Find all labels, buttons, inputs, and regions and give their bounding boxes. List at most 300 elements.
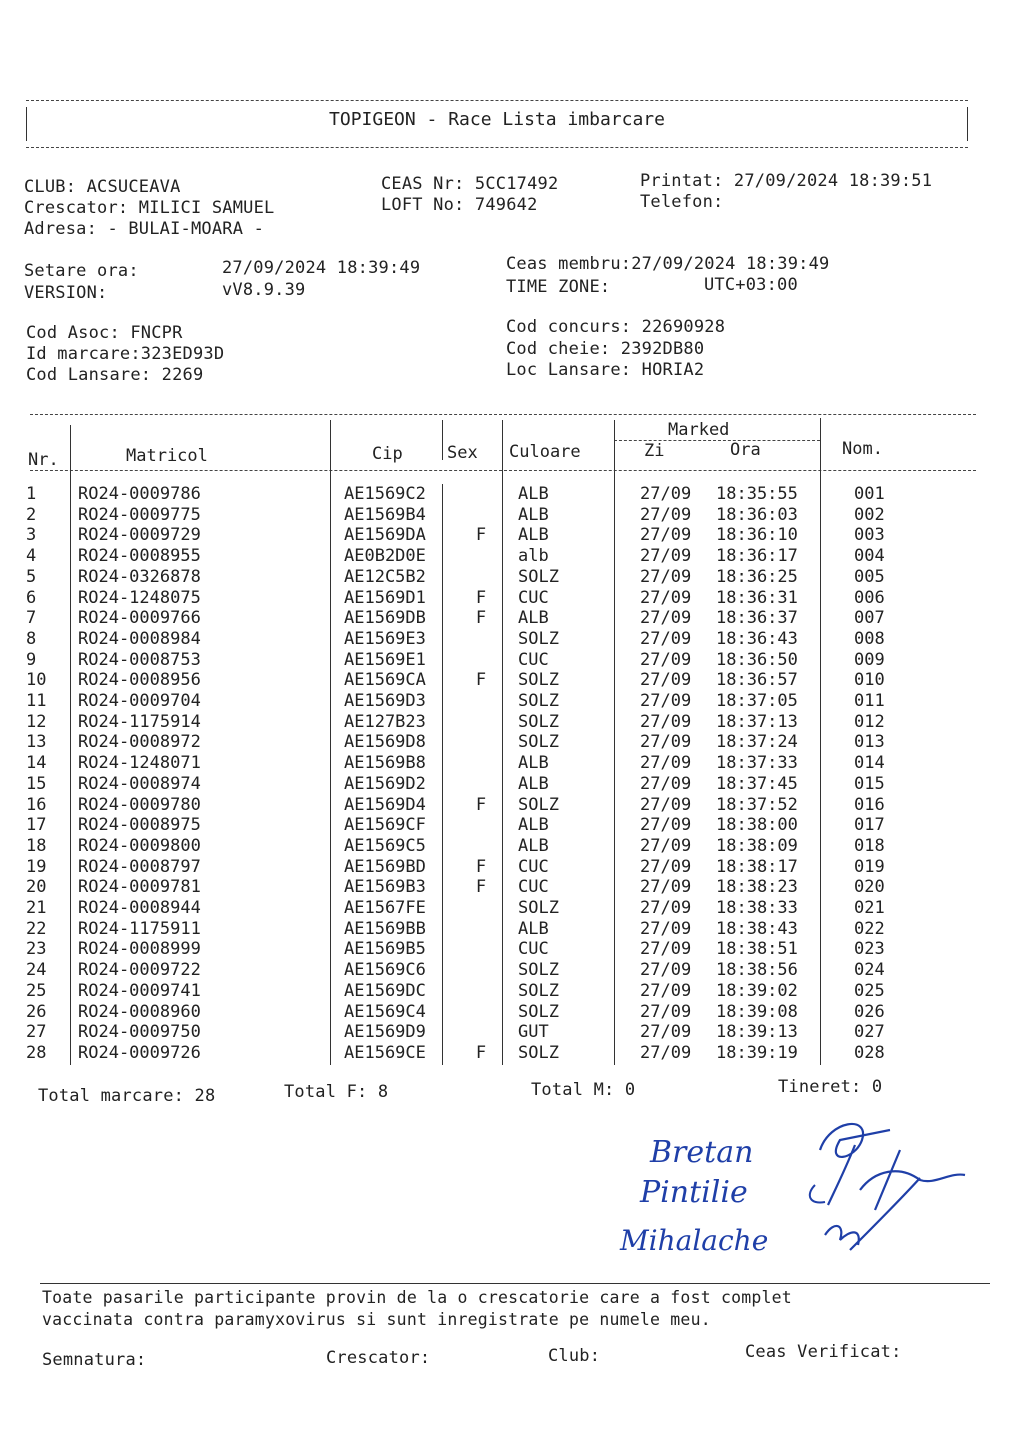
row-sex: [452, 753, 510, 774]
cod-concurs: Cod concurs: 22690928: [506, 317, 726, 337]
row-nr: 12: [26, 711, 47, 732]
signature-name-3: Mihalache: [620, 1224, 769, 1257]
row-sex: [452, 939, 510, 960]
row-zi: 27/09: [640, 566, 692, 587]
row-zi: 27/09: [640, 1022, 692, 1043]
table-row: [26, 525, 934, 546]
cod-asoc: Cod Asoc: FNCPR: [26, 323, 183, 343]
row-culoare: CUC: [518, 649, 549, 670]
row-ora: 18:37:45: [716, 773, 798, 794]
row-cip: AE1569BB: [344, 918, 426, 939]
table-row: [26, 753, 934, 774]
row-zi: 27/09: [640, 587, 692, 608]
row-ora: 18:36:10: [716, 525, 798, 546]
row-culoare: GUT: [518, 1022, 549, 1043]
row-sex: [452, 1022, 510, 1043]
row-nom: 011: [854, 691, 885, 712]
row-nom: 024: [854, 960, 885, 981]
row-nom: 003: [854, 525, 885, 546]
row-nom: 012: [854, 711, 885, 732]
col-header-ora: Ora: [730, 440, 761, 460]
row-cip: AE1569CE: [344, 1042, 426, 1063]
row-ora: 18:38:51: [716, 939, 798, 960]
col-header-culoare: Culoare: [509, 442, 581, 462]
row-cip: AE1569D1: [344, 587, 426, 608]
row-nr: 6: [26, 587, 37, 608]
row-nom: 019: [854, 856, 885, 877]
table-row: [26, 939, 934, 960]
row-matricol: RO24-0009729: [78, 525, 201, 546]
row-zi: 27/09: [640, 1042, 692, 1063]
col-header-matricol: Matricol: [126, 446, 208, 466]
total-m: Total M: 0: [531, 1080, 636, 1100]
row-sex: [452, 691, 510, 712]
row-nom: 017: [854, 815, 885, 836]
row-cip: AE127B23: [344, 711, 426, 732]
row-cip: AE1569B3: [344, 877, 426, 898]
row-sex: F: [475, 1042, 487, 1063]
row-ora: 18:38:00: [716, 815, 798, 836]
row-culoare: ALB: [518, 525, 549, 546]
row-nom: 028: [854, 1042, 885, 1063]
cod-lansare: Cod Lansare: 2269: [26, 365, 204, 385]
row-nr: 28: [26, 1042, 47, 1063]
row-sex: [452, 732, 510, 753]
row-matricol: RO24-0008972: [78, 732, 201, 753]
row-matricol: RO24-0009780: [78, 794, 201, 815]
row-culoare: SOLZ: [518, 566, 559, 587]
row-matricol: RO24-0009786: [78, 484, 201, 504]
row-cip: AE1569D8: [344, 732, 426, 753]
row-cip: AE1569D9: [344, 1022, 426, 1043]
row-culoare: CUC: [518, 856, 549, 877]
row-matricol: RO24-0009704: [78, 691, 201, 712]
row-culoare: alb: [518, 546, 549, 567]
row-matricol: RO24-0008974: [78, 773, 201, 794]
row-nr: 20: [26, 877, 47, 898]
col-header-zi: Zi: [644, 441, 665, 461]
table-row: [26, 1002, 934, 1023]
row-zi: 27/09: [640, 670, 692, 691]
time-zone-label: TIME ZONE:: [506, 277, 611, 297]
col-header-marked: Marked: [668, 420, 730, 440]
title-box: [26, 100, 968, 148]
row-nom: 015: [854, 773, 885, 794]
row-sex: [452, 567, 510, 588]
row-ora: 18:36:31: [716, 587, 798, 608]
row-sex: [452, 774, 510, 795]
row-matricol: RO24-1248075: [78, 587, 201, 608]
ceas-nr: CEAS Nr: 5CC17492: [381, 174, 559, 194]
table-row: [26, 795, 934, 816]
signature-scribble-1: [820, 1124, 890, 1205]
row-nr: 15: [26, 773, 47, 794]
row-nom: 025: [854, 980, 885, 1001]
row-nr: 1: [26, 484, 37, 504]
row-culoare: SOLZ: [518, 960, 559, 981]
row-nom: 007: [854, 608, 885, 629]
row-nr: 26: [26, 1001, 47, 1022]
row-sex: [452, 1002, 510, 1023]
row-sex: [452, 484, 510, 505]
row-matricol: RO24-0008984: [78, 628, 201, 649]
row-cip: AE1569C4: [344, 1001, 426, 1022]
table-row: [26, 774, 934, 795]
row-cip: AE1569C2: [344, 484, 426, 504]
row-culoare: ALB: [518, 608, 549, 629]
row-nom: 020: [854, 877, 885, 898]
row-ora: 18:36:43: [716, 628, 798, 649]
row-nom: 016: [854, 794, 885, 815]
row-culoare: SOLZ: [518, 711, 559, 732]
row-nr: 17: [26, 815, 47, 836]
row-sex: [452, 981, 510, 1002]
row-nom: 009: [854, 649, 885, 670]
signature-scribble-2: [860, 1150, 965, 1210]
row-ora: 18:39:08: [716, 1001, 798, 1022]
row-cip: AE1569E1: [344, 649, 426, 670]
tineret: Tineret: 0: [778, 1077, 883, 1097]
row-nom: 014: [854, 753, 885, 774]
row-culoare: SOLZ: [518, 628, 559, 649]
row-culoare: ALB: [518, 753, 549, 774]
row-nr: 9: [26, 649, 37, 670]
row-zi: 27/09: [640, 835, 692, 856]
row-culoare: ALB: [518, 484, 549, 504]
row-cip: AE1569C5: [344, 835, 426, 856]
row-zi: 27/09: [640, 525, 692, 546]
row-ora: 18:38:43: [716, 918, 798, 939]
row-ora: 18:37:05: [716, 691, 798, 712]
club-label: CLUB: ACSUCEAVA: [24, 177, 181, 197]
row-nom: 013: [854, 732, 885, 753]
row-cip: AE0B2D0E: [344, 546, 426, 567]
row-ora: 18:37:24: [716, 732, 798, 753]
row-cip: AE1569B8: [344, 753, 426, 774]
table-header-rule: [30, 470, 976, 471]
club-signature-label: Club:: [548, 1346, 601, 1366]
row-nr: 11: [26, 691, 47, 712]
row-sex: [452, 650, 510, 671]
col-header-nr: Nr.: [28, 450, 59, 470]
table-row: [26, 857, 934, 878]
row-zi: 27/09: [640, 877, 692, 898]
table-row: [26, 836, 934, 857]
row-culoare: ALB: [518, 815, 549, 836]
telefon: Telefon:: [640, 192, 724, 212]
row-ora: 18:37:13: [716, 711, 798, 732]
row-matricol: RO24-0009741: [78, 980, 201, 1001]
row-zi: 27/09: [640, 504, 692, 525]
ceas-verificat-label: Ceas Verificat:: [745, 1342, 902, 1362]
row-matricol: RO24-0008999: [78, 939, 201, 960]
row-ora: 18:39:02: [716, 980, 798, 1001]
version-value: vV8.9.39: [222, 280, 306, 300]
row-zi: 27/09: [640, 753, 692, 774]
row-cip: AE1569B5: [344, 939, 426, 960]
row-matricol: RO24-1175911: [78, 918, 201, 939]
row-zi: 27/09: [640, 773, 692, 794]
table-top-rule: [30, 414, 976, 415]
row-cip: AE1569CF: [344, 815, 426, 836]
table-row: [26, 608, 934, 629]
row-matricol: RO24-0009775: [78, 504, 201, 525]
row-nr: 19: [26, 856, 47, 877]
row-nom: 008: [854, 628, 885, 649]
row-sex: [452, 815, 510, 836]
table-row: [26, 588, 934, 609]
row-zi: 27/09: [640, 918, 692, 939]
signatures-svg: [600, 1110, 980, 1280]
row-nr: 8: [26, 628, 37, 649]
row-zi: 27/09: [640, 649, 692, 670]
table-row: [26, 505, 934, 526]
row-cip: AE1569DA: [344, 525, 426, 546]
total-f: Total F: 8: [284, 1082, 389, 1102]
row-nr: 21: [26, 898, 47, 919]
signature-scribble-3: [810, 1185, 825, 1203]
row-nom: 004: [854, 546, 885, 567]
row-matricol: RO24-0008753: [78, 649, 201, 670]
table-row: [26, 484, 934, 505]
row-ora: 18:38:23: [716, 877, 798, 898]
row-sex: F: [475, 856, 487, 877]
row-matricol: RO24-0009800: [78, 835, 201, 856]
page-title: TOPIGEON - Race Lista imbarcare: [329, 109, 665, 130]
row-nr: 5: [26, 566, 37, 587]
row-cip: AE1569BD: [344, 856, 426, 877]
row-culoare: SOLZ: [518, 980, 559, 1001]
row-ora: 18:39:13: [716, 1022, 798, 1043]
table-row: [26, 1022, 934, 1043]
table-row: [26, 650, 934, 671]
row-zi: 27/09: [640, 628, 692, 649]
col-header-nom: Nom.: [842, 439, 883, 459]
row-cip: AE1569DC: [344, 980, 426, 1001]
row-matricol: RO24-0009781: [78, 877, 201, 898]
row-culoare: CUC: [518, 587, 549, 608]
signature-scribble-4: [825, 1178, 920, 1250]
row-cip: AE1569CA: [344, 670, 426, 691]
row-sex: [452, 505, 510, 526]
row-ora: 18:36:37: [716, 608, 798, 629]
table-row: [26, 898, 934, 919]
row-zi: 27/09: [640, 608, 692, 629]
row-ora: 18:36:50: [716, 649, 798, 670]
row-matricol: RO24-0009722: [78, 960, 201, 981]
table-row: [26, 629, 934, 650]
table-row: [26, 546, 934, 567]
row-sex: F: [475, 587, 487, 608]
row-nom: 021: [854, 898, 885, 919]
row-cip: AE1569D4: [344, 794, 426, 815]
table-row: [26, 691, 934, 712]
id-marcare: Id marcare:323ED93D: [26, 344, 225, 364]
row-nom: 005: [854, 566, 885, 587]
row-sex: [452, 919, 510, 940]
row-nom: 006: [854, 587, 885, 608]
row-ora: 18:36:57: [716, 670, 798, 691]
row-culoare: SOLZ: [518, 1001, 559, 1022]
footer-rule: [40, 1283, 990, 1284]
row-matricol: RO24-0008956: [78, 670, 201, 691]
col-header-cip: Cip: [372, 444, 403, 464]
row-nr: 13: [26, 732, 47, 753]
row-cip: AE1569B4: [344, 504, 426, 525]
row-ora: 18:38:33: [716, 898, 798, 919]
table-row: [26, 981, 934, 1002]
table-row: [26, 732, 934, 753]
row-nr: 27: [26, 1022, 47, 1043]
row-culoare: ALB: [518, 773, 549, 794]
row-matricol: RO24-1175914: [78, 711, 201, 732]
row-culoare: SOLZ: [518, 898, 559, 919]
table-row: [26, 815, 934, 836]
pigeon-table: [26, 484, 934, 1064]
row-culoare: SOLZ: [518, 732, 559, 753]
col-sep-cip: [442, 420, 443, 460]
row-matricol: RO24-0009750: [78, 1022, 201, 1043]
row-matricol: RO24-0008955: [78, 546, 201, 567]
ceas-membru: Ceas membru:27/09/2024 18:39:49: [506, 254, 830, 274]
row-culoare: ALB: [518, 504, 549, 525]
row-zi: 27/09: [640, 1001, 692, 1022]
row-matricol: RO24-0008944: [78, 898, 201, 919]
time-zone-value: UTC+03:00: [704, 275, 798, 295]
row-ora: 18:39:19: [716, 1042, 798, 1063]
row-matricol: RO24-0008797: [78, 856, 201, 877]
row-zi: 27/09: [640, 898, 692, 919]
row-nom: 010: [854, 670, 885, 691]
setare-ora-value: 27/09/2024 18:39:49: [222, 258, 421, 278]
row-cip: AE12C5B2: [344, 566, 426, 587]
row-nr: 2: [26, 504, 37, 525]
adresa-label: Adresa: - BULAI-MOARA -: [24, 219, 265, 239]
row-zi: 27/09: [640, 960, 692, 981]
row-nr: 3: [26, 525, 37, 546]
cod-cheie: Cod cheie: 2392DB80: [506, 339, 705, 359]
row-sex: [452, 629, 510, 650]
row-zi: 27/09: [640, 691, 692, 712]
row-nom: 002: [854, 504, 885, 525]
row-cip: AE1567FE: [344, 898, 426, 919]
row-culoare: SOLZ: [518, 670, 559, 691]
row-zi: 27/09: [640, 980, 692, 1001]
row-sex: [452, 712, 510, 733]
row-nr: 22: [26, 918, 47, 939]
semnatura-label: Semnatura:: [42, 1350, 147, 1370]
row-zi: 27/09: [640, 815, 692, 836]
row-matricol: RO24-0326878: [78, 566, 201, 587]
row-sex: [452, 898, 510, 919]
row-cip: AE1569D3: [344, 691, 426, 712]
row-culoare: CUC: [518, 877, 549, 898]
row-zi: 27/09: [640, 939, 692, 960]
row-matricol: RO24-0008960: [78, 1001, 201, 1022]
row-culoare: SOLZ: [518, 691, 559, 712]
row-matricol: RO24-0008975: [78, 815, 201, 836]
loft-no: LOFT No: 749642: [381, 195, 538, 215]
row-sex: F: [475, 794, 487, 815]
row-nr: 14: [26, 753, 47, 774]
row-zi: 27/09: [640, 794, 692, 815]
statement-line-1: Toate pasarile participante provin de la o crescatorie care a fost complet: [42, 1288, 792, 1307]
row-sex: F: [475, 670, 487, 691]
row-ora: 18:38:17: [716, 856, 798, 877]
row-ora: 18:36:17: [716, 546, 798, 567]
crescator-label: Crescator: MILICI SAMUEL: [24, 198, 275, 218]
row-culoare: CUC: [518, 939, 549, 960]
row-culoare: SOLZ: [518, 1042, 559, 1063]
row-zi: 27/09: [640, 546, 692, 567]
version-label: VERSION:: [24, 283, 108, 303]
signature-name-1: Bretan: [650, 1135, 754, 1170]
row-nom: 027: [854, 1022, 885, 1043]
setare-ora-label: Setare ora:: [24, 261, 139, 281]
row-matricol: RO24-0009726: [78, 1042, 201, 1063]
row-sex: [452, 836, 510, 857]
loc-lansare: Loc Lansare: HORIA2: [506, 360, 705, 380]
row-nr: 23: [26, 939, 47, 960]
row-nr: 7: [26, 608, 37, 629]
row-zi: 27/09: [640, 484, 692, 504]
row-nr: 10: [26, 670, 47, 691]
table-row: [26, 1043, 934, 1064]
printat: Printat: 27/09/2024 18:39:51: [640, 171, 933, 191]
row-cip: AE1569D2: [344, 773, 426, 794]
row-matricol: RO24-1248071: [78, 753, 201, 774]
row-ora: 18:35:55: [716, 484, 798, 504]
col-header-sex: Sex: [447, 443, 478, 463]
row-matricol: RO24-0009766: [78, 608, 201, 629]
table-row: [26, 670, 934, 691]
row-nr: 4: [26, 546, 37, 567]
crescator-signature-label: Crescator:: [326, 1348, 431, 1368]
table-row: [26, 877, 934, 898]
row-zi: 27/09: [640, 711, 692, 732]
row-culoare: ALB: [518, 835, 549, 856]
row-nom: 026: [854, 1001, 885, 1022]
row-cip: AE1569DB: [344, 608, 426, 629]
table-row: [26, 567, 934, 588]
row-ora: 18:37:33: [716, 753, 798, 774]
row-nr: 24: [26, 960, 47, 981]
row-nr: 25: [26, 980, 47, 1001]
row-sex: F: [475, 525, 487, 546]
row-cip: AE1569E3: [344, 628, 426, 649]
row-zi: 27/09: [640, 856, 692, 877]
row-nom: 023: [854, 939, 885, 960]
row-zi: 27/09: [640, 732, 692, 753]
table-row: [26, 712, 934, 733]
statement-line-2: vaccinata contra paramyxovirus si sunt inregistrate pe numele meu.: [42, 1310, 711, 1329]
handwritten-signatures: [600, 1110, 980, 1280]
signature-name-2: Pintilie: [640, 1175, 748, 1210]
row-ora: 18:38:56: [716, 960, 798, 981]
row-cip: AE1569C6: [344, 960, 426, 981]
row-sex: [452, 960, 510, 981]
row-nr: 18: [26, 835, 47, 856]
row-culoare: SOLZ: [518, 794, 559, 815]
row-sex: F: [475, 608, 487, 629]
row-culoare: ALB: [518, 918, 549, 939]
total-marcare: Total marcare: 28: [38, 1086, 216, 1106]
row-nom: 018: [854, 835, 885, 856]
row-nom: 001: [854, 484, 885, 504]
row-sex: F: [475, 877, 487, 898]
row-ora: 18:37:52: [716, 794, 798, 815]
row-nom: 022: [854, 918, 885, 939]
